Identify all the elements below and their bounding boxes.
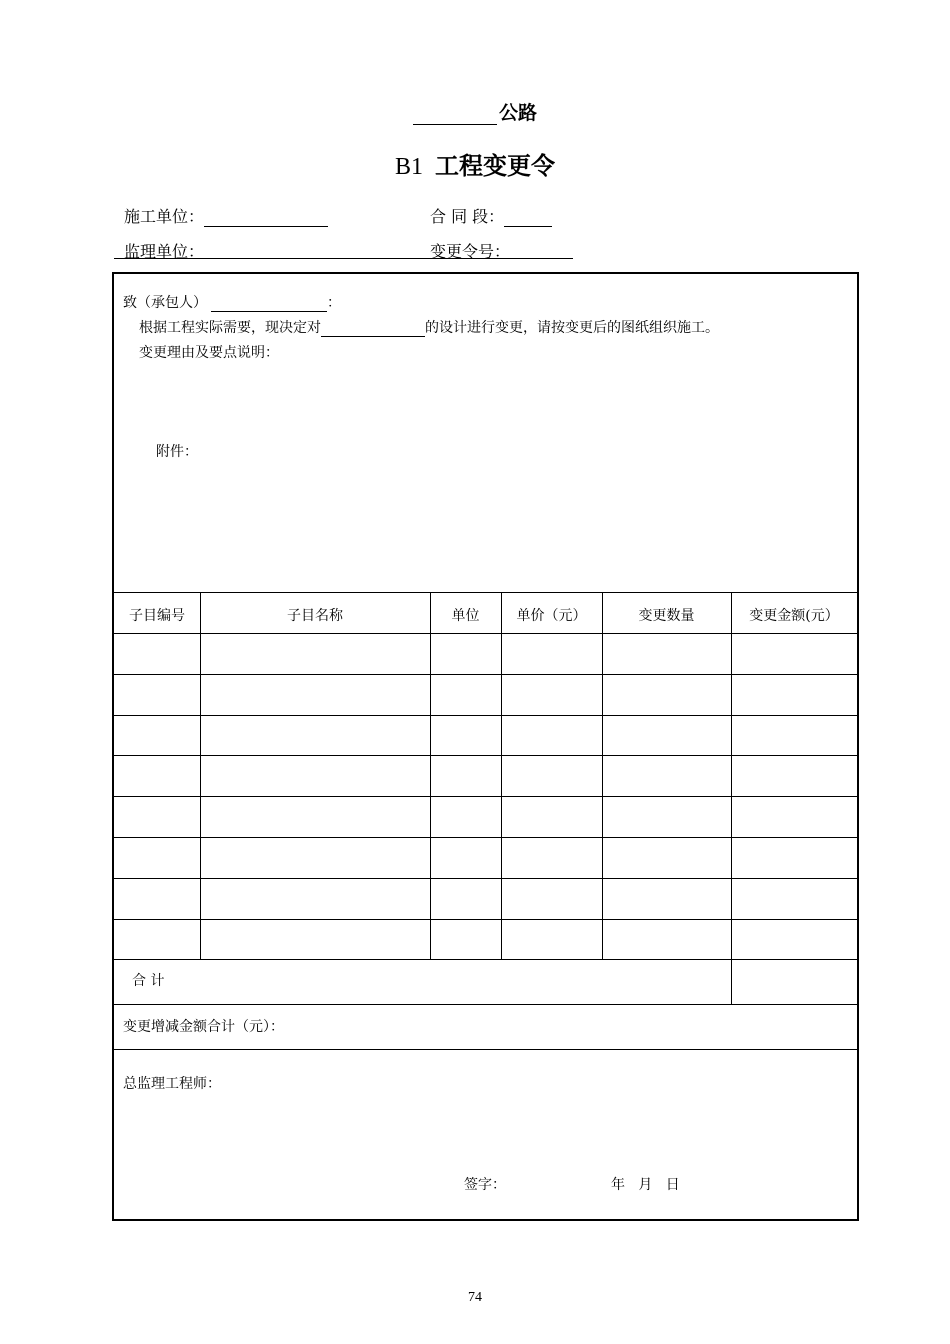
recipient-label: 致（承包人） (123, 295, 207, 311)
change-order-frame (112, 272, 859, 1221)
table-row-border (114, 919, 857, 920)
table-row-border (114, 796, 857, 797)
column-header-unit-price: 单价（元） (516, 608, 587, 624)
contractor-blank[interactable] (204, 210, 328, 227)
total-label: 合 计 (132, 973, 165, 989)
road-name-line (0, 98, 950, 125)
signature-label: 签字： (464, 1177, 506, 1193)
contract-section-field (430, 204, 552, 227)
column-divider (602, 592, 603, 959)
contract-section-label: 合 同 段： (430, 207, 505, 226)
table-row-border (114, 674, 857, 675)
recipient-line (123, 292, 341, 312)
change-total-bottom-border (114, 1049, 857, 1050)
intro-line (139, 317, 719, 337)
column-header-change-amount: 变更金额(元） (749, 608, 839, 624)
change-total-label: 变更增减金额合计（元）： (123, 1019, 284, 1035)
date-label: 年 月 日 (611, 1177, 680, 1193)
intro-suffix: 的设计进行变更，请按变更后的图纸组织施工。 (425, 320, 719, 336)
table-row-border (114, 878, 857, 879)
column-divider (731, 592, 732, 1004)
reason-label: 变更理由及要点说明： (139, 345, 279, 361)
table-row-border (114, 755, 857, 756)
form-title (0, 146, 950, 181)
chief-engineer-label: 总监理工程师： (123, 1076, 221, 1092)
road-name-blank[interactable] (413, 106, 497, 125)
road-suffix: 公路 (498, 102, 537, 124)
intro-prefix: 根据工程实际需要，现决定对 (139, 320, 321, 336)
contractor-field (124, 204, 328, 227)
page-number: 74 (468, 1290, 482, 1305)
table-row-border (114, 837, 857, 838)
table-row-border (114, 715, 857, 716)
change-subject-blank[interactable] (321, 322, 425, 337)
recipient-blank[interactable] (211, 297, 327, 312)
form-code: B1 (394, 154, 423, 180)
header-underline[interactable] (114, 258, 573, 259)
recipient-colon: ： (327, 295, 341, 311)
column-header-item-no: 子目编号 (129, 608, 185, 624)
table-header-border (114, 633, 857, 634)
column-divider (200, 592, 201, 959)
total-row-bottom-border (114, 1004, 857, 1005)
form-name: 工程变更令 (435, 152, 555, 180)
contract-section-blank[interactable] (504, 210, 552, 227)
table-top-border (114, 592, 857, 593)
contractor-label: 施工单位： (124, 207, 205, 226)
column-divider (430, 592, 431, 959)
table-total-border (114, 959, 857, 960)
attachment-label: 附件： (156, 444, 198, 460)
column-divider (501, 592, 502, 959)
column-header-unit: 单位 (451, 608, 480, 624)
change-order-no-label: 变更令号： (430, 242, 511, 261)
column-header-item-name: 子目名称 (287, 608, 343, 624)
supervisor-label: 监理单位： (124, 242, 205, 261)
column-header-change-qty: 变更数量 (638, 608, 695, 624)
